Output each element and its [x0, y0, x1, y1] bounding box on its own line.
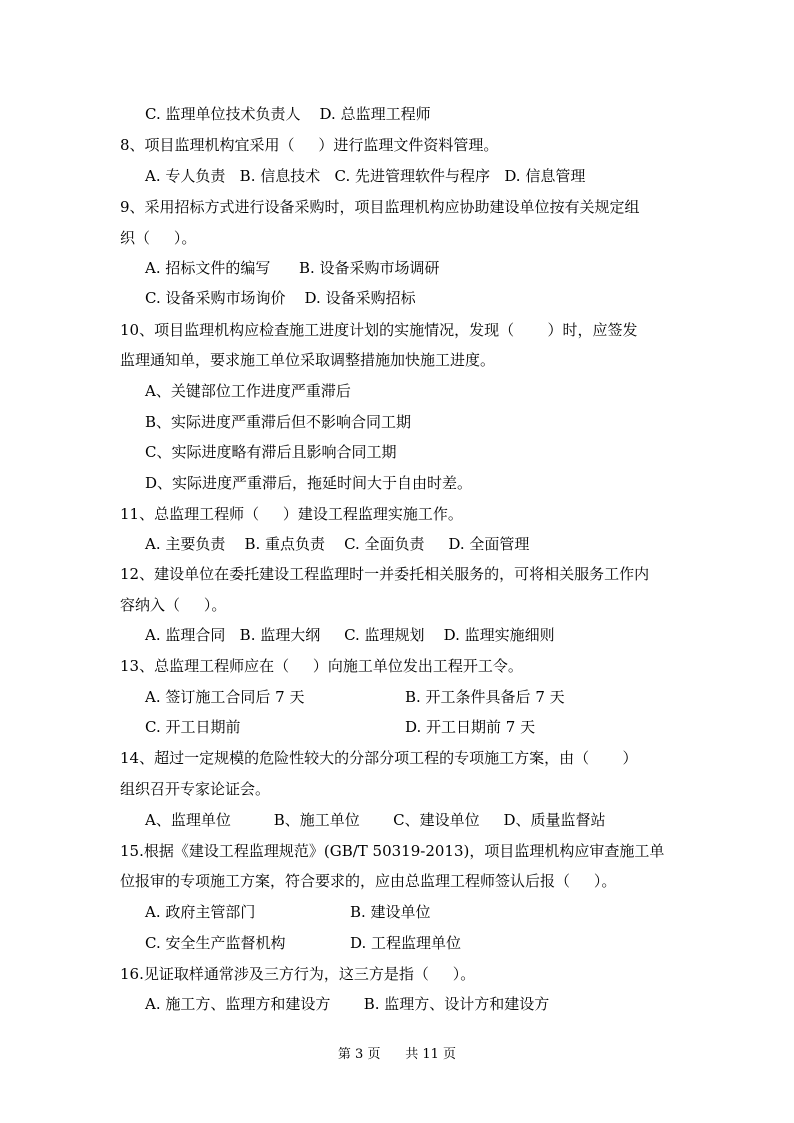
q12-options: A. 监理合同 B. 监理大纲 C. 监理规划 D. 监理实施细则 — [145, 626, 555, 644]
question-10-cont: 监理通知单，要求施工单位采取调整措施加快施工进度。 — [120, 351, 496, 369]
question-16: 16.见证取样通常涉及三方行为，这三方是指（ ）。 — [120, 965, 476, 983]
question-8: 8、项目监理机构宜采用（ ）进行监理文件资料管理。 — [120, 136, 499, 154]
question-13: 13、总监理工程师应在（ ）向施工单位发出工程开工令。 — [120, 657, 523, 675]
q13-option-c: C. 开工日期前 — [145, 718, 241, 736]
question-12-cont: 容纳入（ ）。 — [120, 596, 227, 614]
q15-option-d: D. 工程监理单位 — [350, 934, 462, 952]
q14-options: A、监理单位 B、施工单位 C、建设单位 D、质量监督站 — [145, 811, 606, 829]
q13-option-b: B. 开工条件具备后 7 天 — [405, 688, 565, 706]
q7-options-cd: C. 监理单位技术负责人 D. 总监理工程师 — [145, 105, 431, 123]
q10-option-d: D、实际进度严重滞后，拖延时间大于自由时差。 — [145, 474, 473, 492]
q10-option-c: C、实际进度略有滞后且影响合同工期 — [145, 443, 397, 461]
q11-options: A. 主要负责 B. 重点负责 C. 全面负责 D. 全面管理 — [145, 535, 530, 553]
question-11: 11、总监理工程师（ ）建设工程监理实施工作。 — [120, 505, 463, 523]
q9-options-cd: C. 设备采购市场询价 D. 设备采购招标 — [145, 289, 416, 307]
q10-option-a: A、关键部位工作进度严重滞后 — [145, 382, 351, 400]
q15-option-b: B. 建设单位 — [350, 903, 431, 921]
question-15-cont: 位报审的专项施工方案，符合要求的，应由总监理工程师签认后报（ ）。 — [120, 872, 617, 890]
question-10: 10、项目监理机构应检查施工进度计划的实施情况，发现（ ）时，应签发 — [120, 321, 638, 339]
question-9-cont: 织（ ）。 — [120, 229, 197, 247]
q10-option-b: B、实际进度严重滞后但不影响合同工期 — [145, 413, 412, 431]
question-15: 15.根据《建设工程监理规范》(GB/T 50319-2013)，项目监理机构应审查施工单 — [120, 842, 665, 860]
q13-option-a: A. 签订施工合同后 7 天 — [145, 688, 305, 706]
q13-option-d: D. 开工日期前 7 天 — [405, 718, 536, 736]
question-12: 12、建设单位在委托建设工程监理时一并委托相关服务的，可将相关服务工作内 — [120, 565, 650, 583]
question-9: 9、采用招标方式进行设备采购时，项目监理机构应协助建设单位按有关规定组 — [120, 198, 640, 216]
question-14: 14、超过一定规模的危险性较大的分部分项工程的专项施工方案，由（ ） — [120, 749, 638, 767]
q15-option-a: A. 政府主管部门 — [145, 903, 256, 921]
q16-options: A. 施工方、监理方和建设方 B. 监理方、设计方和建设方 — [145, 995, 550, 1013]
q9-options-ab: A. 招标文件的编写 B. 设备采购市场调研 — [145, 259, 440, 277]
question-14-cont: 组织召开专家论证会。 — [120, 780, 271, 798]
page-footer: 第 3 页 共 11 页 — [337, 1047, 457, 1062]
q15-option-c: C. 安全生产监督机构 — [145, 934, 286, 952]
q8-options: A. 专人负责 B. 信息技术 C. 先进管理软件与程序 D. 信息管理 — [145, 167, 586, 185]
